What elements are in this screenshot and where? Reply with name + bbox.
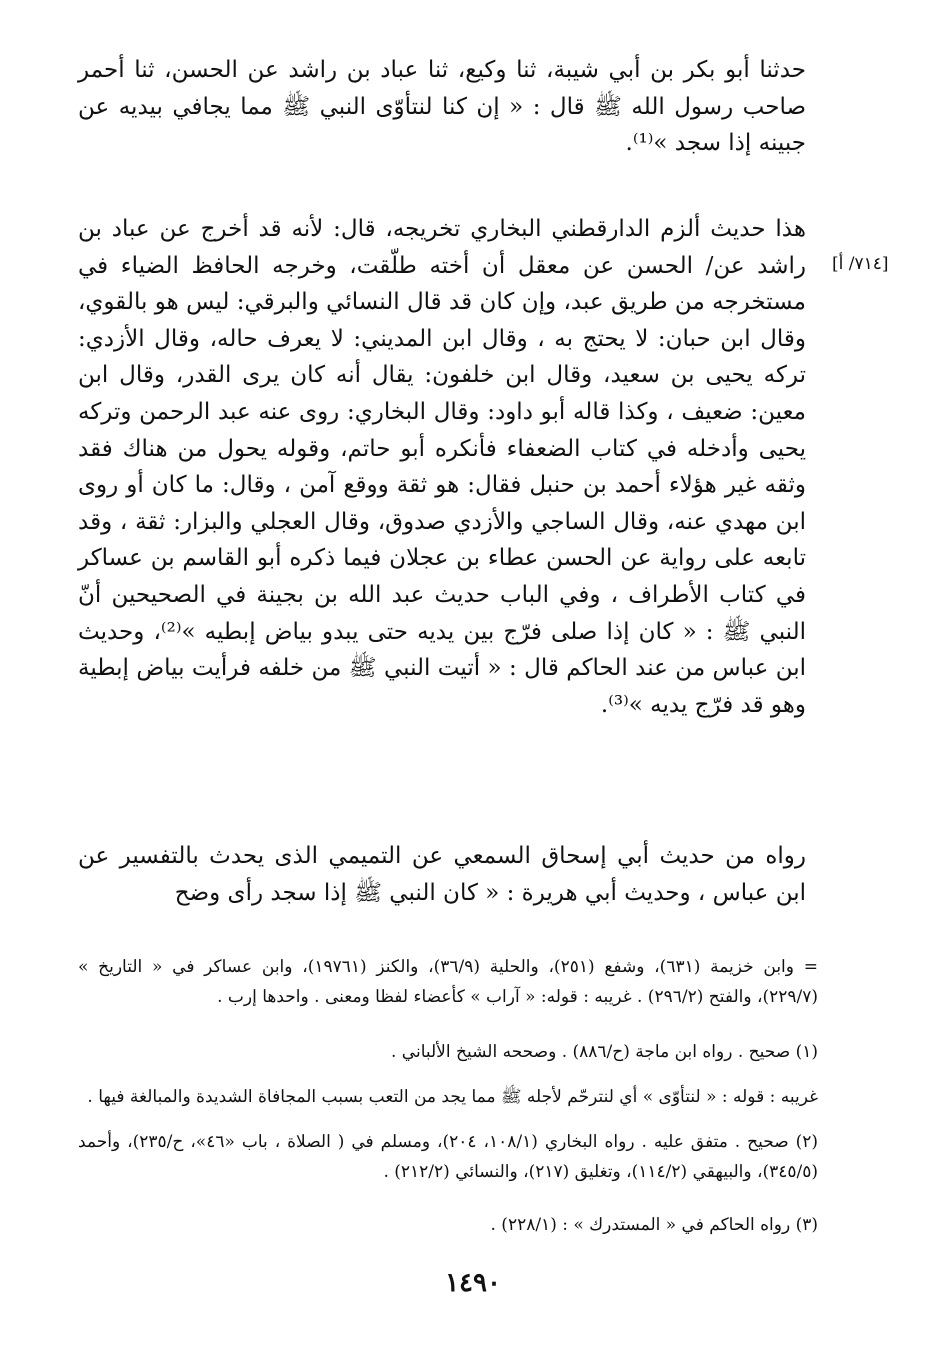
footnote-2: (٢) صحيح . متفق عليه . رواه البخاري (١٠٨/١، ٢٠٤)، ومسلم في ( الصلاة ، باب «٤٦»، ح/٢٣٥)، وأحمد (٣٤٥/٥)، والبيهقي (١١٤/٢)، وتغليق (٢١٧)، والنسائي (٢١٢/٢) . — [78, 1132, 819, 1182]
paragraph-commentary: هذا حديث ألزم الدارقطني البخاري تخريجه، قال: لأنه قد أخرج عن عباد بن راشد عن/ الحسن عن معقل أن أخته طلّقت، وخرجه الحافظ الضياء في مستخرجه من طريق عبد، وإن كان قد قال النسائي والبرقي: ليس هو بالقوي، وقال ابن حبان: لا يحتج به ، وقال ابن المديني: لا يعرف حاله، وقال الأزدي: تركه يحيى بن سعيد، وقال ابن خلفون: يقال أنه كان يرى القدر، وقال ابن معين: ضعيف ، وكذا قاله أبو داود: وقال البخاري: روى عنه عبد الرحمن وتركه يحيى وأدخله في كتاب الضعفاء فأنكره أبو حاتم، وقوله يحول من هناك فقد وثقه غير هؤلاء أحمد بن حنبل فقال: هو ثقة ووقع آمن ، وقال: ما كان أو روى ابن مهدي عنه، وقال الساجي والأزدي صدوق، وقال العجلي والبزار: ثقة ، وقد تابعه على رواية عن الحسن عطاء بن عجلان فيما ذكره أبو القاسم بن عساكر في كتاب الأطراف ، وفي الباب حديث عبد الله بن بجينة في الصحيحين أنّ النبي ﷺ : « كان إذا صلى فرّج بين يديه حتى يبدو بياض إبطيه »⁽²⁾، وحديث ابن عباس من عند الحاكم قال : « أتيت النبي ﷺ من خلفه فرأيت بياض إبطية وهو قد فرّج يديه »⁽³⁾. — [78, 216, 806, 718]
footnote-continued: = وابن خزيمة (٦٣١)، وشفع (٢٥١)، والحلية (٣٦/٩)، والكنز (١٩٧٦١)، وابن عساكر في « التاريخ » (٢٢٩/٧)، والفتح (٢٩٦/٢) . غريبه : قوله: « آراب » كأعضاء لفظا ومعنى . واحدها إرب . — [78, 957, 818, 1007]
footnote-separator — [78, 944, 818, 945]
paragraph-hadith-chain: حدثنا أبو بكر بن أبي شيبة، ثنا وكيع، ثنا عباد بن راشد عن الحسن، ثنا أحمر صاحب رسول الله ﷺ قال : « إن كنا لنتأوّى النبي ﷺ مما يجافي بيديه عن جبينه إذا سجد »⁽¹⁾. — [78, 57, 806, 157]
page-number: ١٤٩٠ — [445, 1268, 501, 1298]
footnote-1-gloss: غريبه : قوله : « لنتأوّى » أي لنترحّم لأجله ﷺ مما يجد من التعب بسبب المجافاة الشديدة والمبالغة فيها . — [87, 1087, 818, 1107]
footnote-1: (١) صحيح . رواه ابن ماجة (ح/٨٨٦) . وصححه الشيخ الألباني . — [390, 1042, 818, 1062]
margin-manuscript-reference: [٧١٤/ أ] — [832, 254, 889, 274]
paragraph-continuation: رواه من حديث أبي إسحاق السمعي عن التميمي الذى يحدث بالتفسير عن ابن عباس ، وحديث أبي هريرة : « كان النبي ﷺ إذا سجد رأى وضح — [78, 843, 806, 906]
footnote-3: (٣) رواه الحاكم في « المستدرك » : (٢٢٨/١) . — [490, 1215, 818, 1235]
